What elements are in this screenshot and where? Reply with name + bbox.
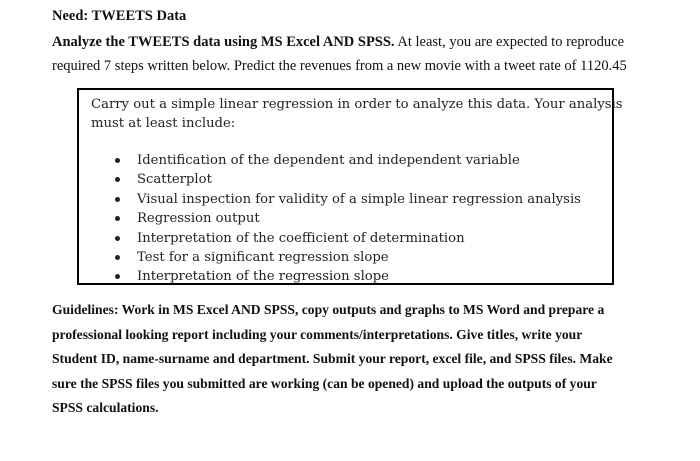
bullet-icon xyxy=(115,158,120,163)
intro-line-1-rest: At least, you are expected to reproduce xyxy=(394,34,625,50)
bullet-icon xyxy=(115,236,120,241)
intro-bold-text: Analyze the TWEETS data using MS Excel AND SPSS. xyxy=(52,34,395,50)
page-heading: Need: TWEETS Data xyxy=(52,8,187,24)
requirement-text: Interpretation of the regression slope xyxy=(137,269,389,285)
guidelines-line: SPSS calculations. xyxy=(52,400,159,416)
requirement-item xyxy=(109,248,581,267)
intro-line-1 xyxy=(52,30,652,54)
requirement-item xyxy=(109,170,581,189)
requirement-text: Visual inspection for validity of a simple linear regression analysis xyxy=(137,191,581,207)
requirement-item xyxy=(109,151,581,170)
guidelines-line: professional looking report including your comments/interpretations. Give titles, write your xyxy=(52,326,583,342)
intro-paragraph xyxy=(52,30,652,78)
guidelines-paragraph xyxy=(52,298,662,421)
requirements-intro-line-2: must at least include: xyxy=(91,116,236,131)
guidelines-line: Guidelines: Work in MS Excel AND SPSS, copy outputs and graphs to MS Word and prepare a xyxy=(52,302,605,317)
guidelines-line: Student ID, name-surname and department. Submit your report, excel file, and SPSS files. Make xyxy=(52,351,613,367)
intro-line-2: required 7 steps written below. Predict the revenues from a new movie with a tweet rate of 1120.45 xyxy=(52,58,627,74)
requirement-text: Test for a significant regression slope xyxy=(137,250,389,266)
requirement-text: Scatterplot xyxy=(137,172,212,188)
bullet-icon xyxy=(115,274,120,279)
requirements-list xyxy=(109,151,581,287)
bullet-icon xyxy=(115,197,120,202)
requirement-text: Interpretation of the coefficient of determination xyxy=(137,230,465,246)
requirements-intro xyxy=(91,95,623,133)
requirements-intro-line-1: Carry out a simple linear regression in order to analyze this data. Your analysis xyxy=(91,97,623,112)
requirement-item xyxy=(109,190,581,209)
bullet-icon xyxy=(115,177,120,182)
guidelines-line: sure the SPSS files you submitted are working (can be opened) and upload the outputs of your xyxy=(52,375,597,391)
requirement-text: Identification of the dependent and independent variable xyxy=(137,153,520,168)
bullet-icon xyxy=(115,216,120,221)
requirement-item xyxy=(109,267,581,286)
requirement-item xyxy=(109,229,581,248)
requirements-box xyxy=(77,88,623,285)
requirement-text: Regression output xyxy=(137,211,260,227)
bullet-icon xyxy=(115,255,120,260)
requirement-item xyxy=(109,209,581,228)
